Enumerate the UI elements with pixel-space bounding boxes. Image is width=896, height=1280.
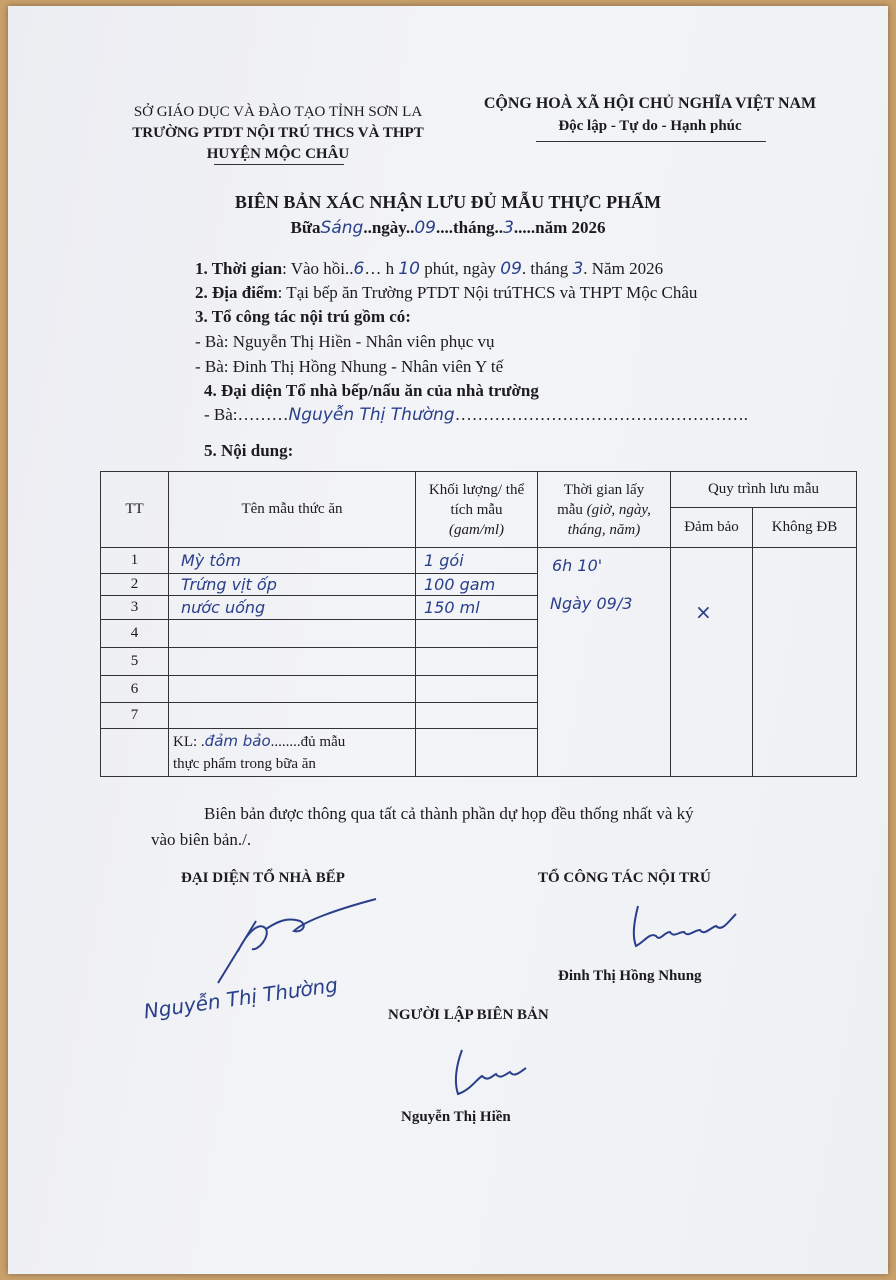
row-food-name: Mỳ tôm — [169, 548, 416, 574]
agency-name: SỞ GIÁO DỤC VÀ ĐÀO TẠO TỈNH SƠN LA — [133, 104, 423, 120]
section-kitchen-label: 4. Đại diện Tổ nhà bếp/nấu ăn của nhà trường — [204, 381, 539, 400]
header-tt: TT — [101, 472, 169, 548]
row-food-name — [169, 703, 416, 729]
meal-prefix: Bữa — [290, 218, 321, 237]
day-label: ..ngày.. — [363, 218, 415, 237]
sample-table — [100, 471, 857, 777]
time-cell — [538, 548, 671, 777]
time-text-4: . tháng — [521, 259, 569, 278]
time-value-2: Ngày 09/3 — [550, 594, 633, 613]
row-tt: 1 — [101, 548, 169, 574]
time-text-2: … h — [364, 259, 395, 278]
row-food-name — [169, 648, 416, 676]
document-sheet — [8, 6, 888, 1274]
header-time-line2a: mẫu — [557, 501, 583, 518]
header-process: Quy trình lưu mẫu — [671, 472, 857, 508]
row-weight — [416, 648, 538, 676]
header-time — [538, 472, 671, 548]
header-left — [98, 102, 458, 165]
row-weight — [416, 676, 538, 703]
row-tt: 3 — [101, 596, 169, 620]
writer-signature-title: NGƯỜI LẬP BIÊN BẢN — [388, 1007, 549, 1023]
header-weight-line1: Khối lượng/ thể — [428, 481, 525, 498]
month-value: 3 — [503, 218, 514, 238]
committee-member-1: - Bà: Nguyễn Thị Hiền - Nhân viên phục vụ — [195, 332, 495, 351]
page-title: BIÊN BẢN XÁC NHẬN LƯU ĐỦ MẪU THỰC PHẨM — [234, 192, 662, 212]
row-weight: 100 gam — [416, 574, 538, 596]
kl-suffix: ........đủ mẫu — [270, 734, 346, 750]
day-value: 09 — [414, 218, 436, 238]
committee-signature-scribble — [624, 902, 744, 952]
kitchen-suffix: ……………………………………………. — [454, 405, 748, 424]
table-row — [101, 548, 857, 574]
meal-date-line — [8, 218, 888, 238]
kitchen-representative-line — [204, 405, 748, 425]
writer-signature-scribble — [448, 1046, 538, 1098]
header-right — [470, 92, 830, 138]
kl-line2: thực phẩm trong bữa ăn — [173, 756, 316, 772]
year-label: .....năm 2026 — [513, 218, 606, 237]
conclusion-line-2: vào biên bản./. — [151, 830, 252, 849]
section-location — [195, 283, 697, 303]
ok-cell — [671, 548, 753, 777]
conclusion-line-1: Biên bản được thông qua tất cả thành phần dự họp đều thống nhất và ký — [204, 804, 694, 823]
district-name: HUYỆN MỘC CHÂU — [206, 146, 350, 162]
row-food-name: Trứng vịt ốp — [169, 574, 416, 596]
meal-value: Sáng — [320, 218, 364, 238]
row-weight — [416, 703, 538, 729]
time-text-1: : Vào hồi.. — [282, 259, 354, 278]
kl-value: đảm bảo — [204, 732, 271, 750]
month-label: ....tháng.. — [435, 218, 504, 237]
ok-mark: × — [695, 600, 712, 624]
kitchen-signature-title: ĐẠI DIỆN TỔ NHÀ BẾP — [181, 870, 345, 886]
section-location-label: 2. Địa điểm — [195, 283, 278, 302]
row-weight: 150 ml — [416, 596, 538, 620]
hour-value: 6 — [353, 259, 365, 279]
header-name: Tên mẫu thức ăn — [169, 472, 416, 548]
header-weight-line3: (gam/ml) — [449, 521, 504, 538]
committee-signature-name: Đinh Thị Hồng Nhung — [558, 968, 702, 984]
header-right-underline — [536, 141, 766, 142]
kitchen-prefix: - Bà:……… — [204, 405, 289, 424]
kitchen-representative-name: Nguyễn Thị Thường — [288, 405, 455, 425]
header-weight — [416, 472, 538, 548]
minute-value: 10 — [398, 259, 420, 279]
motto: Độc lập - Tự do - Hạnh phúc — [558, 118, 742, 134]
kitchen-signature-name: Nguyễn Thị Thường — [142, 972, 340, 1024]
committee-signature-title: TỔ CÔNG TÁC NỘI TRÚ — [538, 870, 711, 886]
date-day-value: 09 — [500, 259, 522, 279]
section-committee-label: 3. Tổ công tác nội trú gồm có: — [195, 307, 411, 326]
row-tt: 5 — [101, 648, 169, 676]
row-weight: 1 gói — [416, 548, 538, 574]
time-text-5: . Năm 2026 — [583, 259, 664, 278]
header-weight-line2: tích mẫu — [450, 501, 503, 518]
row-weight — [416, 620, 538, 648]
header-left-underline — [214, 164, 344, 165]
time-text-3: phút, ngày — [424, 259, 497, 278]
writer-signature-name: Nguyễn Thị Hiền — [401, 1109, 511, 1125]
header-time-line1: Thời gian lấy — [563, 481, 645, 498]
section-time — [195, 259, 663, 279]
committee-member-2: - Bà: Đinh Thị Hồng Nhung - Nhân viên Y tế — [195, 357, 504, 376]
country-name: CỘNG HOÀ XÃ HỘI CHỦ NGHĨA VIỆT NAM — [483, 95, 817, 112]
kl-cell — [169, 729, 416, 777]
not-ok-cell — [753, 548, 857, 777]
row-tt: 4 — [101, 620, 169, 648]
kl-prefix: KL: . — [173, 734, 205, 750]
school-name: TRƯỜNG PTDT NỘI TRÚ THCS VÀ THPT — [132, 125, 424, 141]
header-ok: Đảm bảo — [671, 508, 753, 548]
row-tt: 2 — [101, 574, 169, 596]
location-text: : Tại bếp ăn Trường PTDT Nội trúTHCS và THPT Mộc Châu — [277, 283, 698, 302]
row-tt: 7 — [101, 703, 169, 729]
row-tt: 6 — [101, 676, 169, 703]
row-food-name — [169, 620, 416, 648]
section-time-label: 1. Thời gian — [195, 259, 283, 278]
header-time-line2b: (giờ, ngày, — [586, 501, 651, 518]
header-time-line3: tháng, năm) — [567, 521, 641, 538]
row-food-name: nước uống — [169, 596, 416, 620]
section-content-label: 5. Nội dung: — [204, 441, 294, 460]
row-food-name — [169, 676, 416, 703]
date-month-value: 3 — [572, 259, 584, 279]
time-value-1: 6h 10' — [552, 556, 603, 575]
header-not-ok: Không ĐB — [753, 508, 857, 548]
kitchen-signature-scribble — [208, 891, 388, 991]
